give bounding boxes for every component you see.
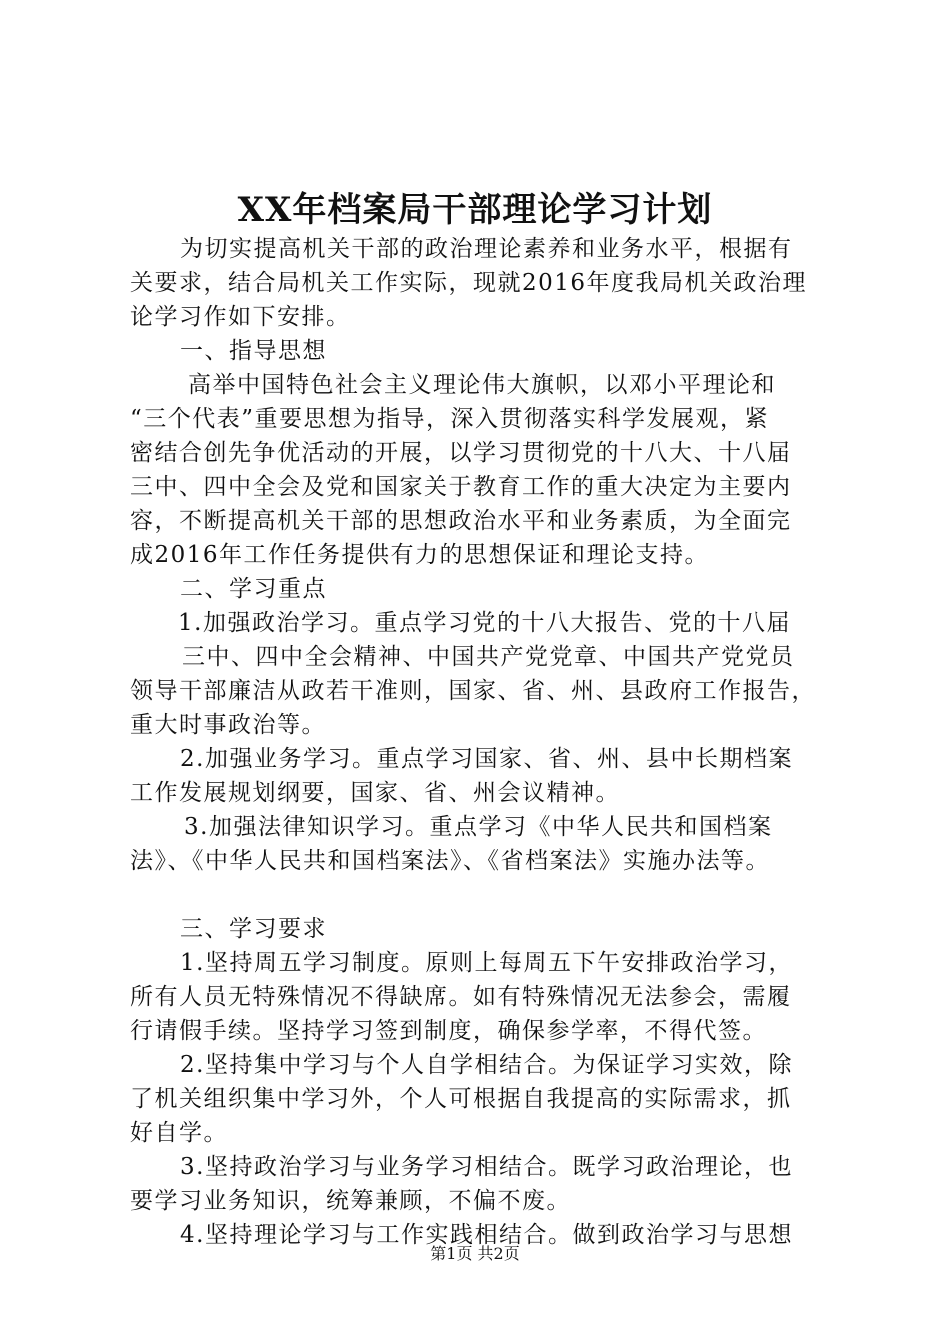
paragraph-line: 3.加强法律知识学习。重点学习《中华人民共和国档案	[184, 814, 773, 840]
paragraph-line: 论学习作如下安排。	[130, 304, 351, 330]
paragraph-line: 关要求，结合局机关工作实际，现就2016年度我局机关政治理	[130, 270, 808, 296]
paragraph-line: 法》、《中华人民共和国档案法》、《省档案法》实施办法等。	[130, 848, 770, 874]
paragraph-line: 二、学习重点	[180, 576, 327, 602]
paragraph-line: 好自学。	[130, 1120, 228, 1146]
paragraph-line: 为切实提高机关干部的政治理论素养和业务水平，根据有	[180, 236, 793, 262]
blank-line	[130, 878, 850, 912]
paragraph-line: 一、指导思想	[180, 338, 327, 364]
paragraph-line: 领导干部廉洁从政若干准则，国家、省、州、县政府工作报告，	[130, 678, 816, 704]
paragraph-line: 1.加强政治学习。重点学习党的十八大报告、党的十八届	[178, 610, 791, 636]
paragraph-line: 三、学习要求	[180, 916, 327, 942]
paragraph-line: 三中、四中全会及党和国家关于教育工作的重大决定为主要内	[130, 474, 792, 500]
paragraph-line: 4.坚持理论学习与工作实践相结合。做到政治学习与思想	[180, 1222, 793, 1248]
paragraph-line: 了机关组织集中学习外，个人可根据自我提高的实际需求，抓	[130, 1086, 792, 1112]
paragraph-line: 高举中国特色社会主义理论伟大旗帜，以邓小平理论和	[188, 372, 776, 398]
paragraph-line: 所有人员无特殊情况不得缺席。如有特殊情况无法参会，需履	[130, 984, 792, 1010]
paragraph-line: 2.加强业务学习。重点学习国家、省、州、县中长期档案	[180, 746, 793, 772]
paragraph-line: 密结合创先争优活动的开展，以学习贯彻党的十八大、十八届	[130, 440, 792, 466]
document-title: XX年档案局干部理论学习计划	[237, 190, 713, 230]
paragraph-line: 要学习业务知识，统筹兼顾，不偏不废。	[130, 1188, 571, 1214]
paragraph-line: 成2016年工作任务提供有力的思想保证和理论支持。	[130, 542, 710, 568]
paragraph-line: 2.坚持集中学习与个人自学相结合。为保证学习实效，除	[180, 1052, 793, 1078]
paragraph-line: 3.坚持政治学习与业务学习相结合。既学习政治理论，也	[180, 1154, 793, 1180]
paragraph-line: 三中、四中全会精神、中国共产党党章、中国共产党党员	[182, 644, 795, 670]
paragraph-line: 容，不断提高机关干部的思想政治水平和业务素质，为全面完	[130, 508, 792, 534]
document-body	[130, 232, 850, 1252]
paragraph-line: 行请假手续。坚持学习签到制度，确保参学率，不得代签。	[130, 1018, 767, 1044]
paragraph-line: 1.坚持周五学习制度。原则上每周五下午安排政治学习，	[180, 950, 793, 976]
page-footer: 第1页 共2页	[430, 1244, 520, 1263]
paragraph-line: “三个代表”重要思想为指导，深入贯彻落实科学发展观，紧	[130, 406, 770, 432]
paragraph-line: 重大时事政治等。	[130, 712, 326, 738]
paragraph-line: 工作发展规划纲要，国家、省、州会议精神。	[130, 780, 620, 806]
